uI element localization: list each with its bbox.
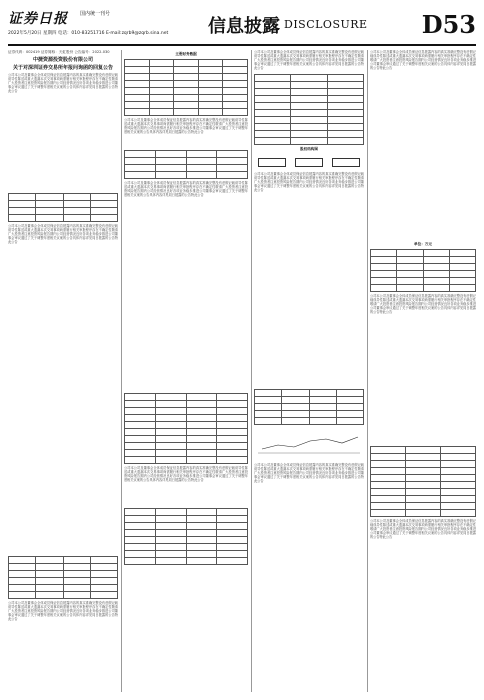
table-title: 单位：万元 — [414, 242, 432, 246]
data-table — [8, 193, 118, 222]
column-divider — [251, 50, 252, 692]
data-table — [124, 508, 248, 565]
data-table — [254, 389, 364, 425]
body-text — [370, 294, 476, 444]
body-text — [370, 519, 476, 639]
body-text — [8, 224, 118, 554]
column-3 — [254, 50, 364, 692]
data-table — [8, 556, 118, 599]
diagram-title: 股权结构图 — [300, 147, 318, 151]
masthead-subtitle: 国内统一刊号 — [80, 11, 111, 17]
table-title: 主要财务数据 — [175, 52, 197, 56]
dateline: 2022年5月20日 星期四 电话：010-83251716 E-mail:zqrb9@zqrb.sina.net — [8, 31, 169, 36]
page-header — [8, 8, 476, 46]
data-table — [124, 59, 248, 116]
page-number: D53 — [421, 10, 476, 39]
line-chart — [254, 429, 364, 457]
notice-subject: 关于对深圳证券交易所年报问询函的回复公告 — [12, 65, 113, 71]
section-title: 信息披露 — [208, 16, 280, 37]
column-2 — [124, 50, 248, 692]
body-text — [254, 172, 364, 387]
diagram-box — [295, 158, 323, 167]
body-text — [8, 73, 118, 191]
company-name: 中捷资源投资股份有限公司 — [32, 57, 93, 63]
body-text — [254, 50, 364, 72]
masthead-logo: 证券日报 — [8, 11, 68, 27]
column-1 — [8, 50, 118, 692]
data-table — [370, 446, 476, 517]
diagram-box — [258, 158, 286, 167]
data-table — [124, 393, 248, 464]
body-text — [254, 463, 364, 623]
chart-line — [262, 437, 358, 449]
body-text — [124, 118, 248, 148]
section-title-en: DISCLOSURE — [284, 18, 368, 31]
structure-diagram — [254, 155, 364, 169]
data-table — [124, 150, 248, 179]
body-text — [8, 601, 118, 692]
body-text — [124, 466, 248, 506]
column-4 — [370, 50, 476, 692]
body-text — [124, 181, 248, 391]
body-text — [370, 50, 476, 240]
stock-code-line: 证券代码：002419 证券简称：天虹股份 公告编号：2022-030 — [8, 50, 110, 54]
column-divider — [367, 50, 368, 692]
data-table — [254, 74, 364, 145]
data-table — [370, 249, 476, 292]
column-divider — [121, 50, 122, 692]
diagram-box — [332, 158, 360, 167]
